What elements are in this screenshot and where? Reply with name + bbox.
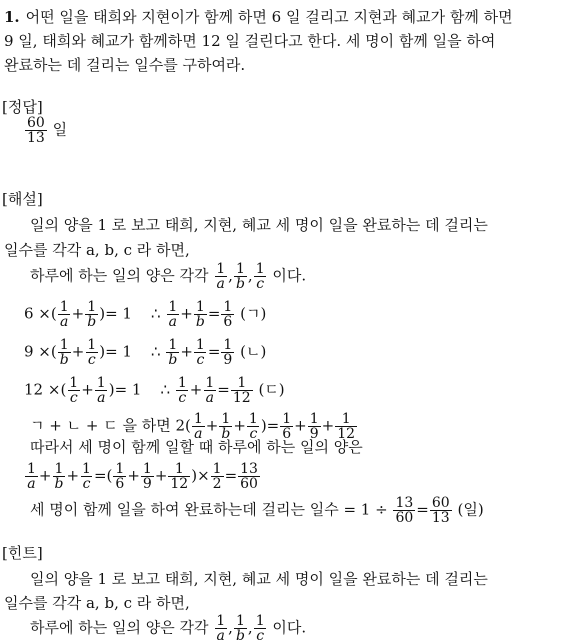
eq1-rhs: = 1	[105, 304, 132, 323]
solution-daily-amount-end: 이다.	[272, 266, 307, 285]
eq2-result-num: 1	[223, 337, 233, 353]
daily-total-equation: $\frac{1}{a}$ + $\frac{1}{b}$ + $\frac{1}{c}$ =( $\frac{1}{6}$ + $\frac{1}{9}$ + $\frac{1}{12}$ )× $\frac{1}{2}$ = $\frac{13}{60}$	[27, 461, 258, 492]
final-unit: (일)	[457, 500, 484, 519]
solution-paragraph-2: 하루에 하는 일의 양은 각각 $\frac{1}{a}$ , $\frac{1}{b}$ , $\frac{1}{c}$ 이다.	[30, 261, 307, 292]
answer-heading: [정답]	[2, 98, 43, 116]
eq3-result-den: 12	[232, 390, 251, 406]
problem-line-3: 완료하는 데 걸리는 일수를 구하여라.	[4, 56, 246, 74]
eq2-lhs: 9 ×	[24, 342, 51, 361]
problem-line-1	[4, 8, 513, 26]
equation-1: 6 ×( $\frac{1}{a}$ + $\frac{1}{b}$ )= 1 ∴ $\frac{1}{a}$ + $\frac{1}{b}$ = $\frac{1}{6}$ (ㄱ)	[24, 299, 267, 330]
answer-fraction	[25, 116, 47, 145]
problem-line-2: 9 일, 태희와 혜교가 함께하면 12 일 걸린다고 한다. 세 명이 함께 일을 하여	[4, 32, 496, 50]
answer-denominator: 13	[27, 130, 45, 146]
hint-heading: [힌트]	[2, 544, 43, 562]
hint-paragraph-2: 하루에 하는 일의 양은 각각 $\frac{1}{a}$ , $\frac{1}{b}$ , $\frac{1}{c}$ 이다.	[30, 613, 307, 644]
therefore-line: 따라서 세 명이 함께 일할 때 하루에 하는 일의 양은	[30, 438, 363, 456]
eq3-lhs: 12 ×	[24, 380, 61, 399]
solution-daily-amount-text: 하루에 하는 일의 양은 각각	[30, 266, 209, 285]
hint-paragraph-1b: 일수를 각각 a, b, c 라 하면,	[4, 594, 190, 612]
answer-numerator: 60	[27, 115, 45, 131]
eq1-result-num: 1	[223, 299, 233, 315]
hint-paragraph-1a: 일의 양을 1 로 보고 태희, 지현, 혜교 세 명이 일을 완료하는 데 걸리는	[30, 570, 488, 588]
problem-text-1: 어떤 일을 태희와 지현이가 함께 하면 6 일 걸리고 지현과 혜교가 함께 하면	[25, 8, 513, 26]
solution-paragraph-1b: 일수를 각각 a, b, c 라 하면,	[4, 241, 190, 259]
eq1-result-den: 6	[223, 314, 233, 330]
sum-lead-text: ㄱ + ㄴ + ㄷ 을 하면 2	[30, 416, 185, 435]
solution-heading: [해설]	[2, 190, 43, 208]
problem-number: 1.	[4, 8, 20, 26]
eq2-result-den: 9	[223, 352, 233, 368]
eq3-result-num: 1	[237, 375, 247, 391]
hint-daily-amount-end: 이다.	[272, 618, 307, 637]
eq2-rhs: = 1	[105, 342, 132, 361]
sum-equation: ㄱ + ㄴ + ㄷ 을 하면 2( $\frac{1}{a}$ + $\frac{1}{b}$ + $\frac{1}{c}$ )= $\frac{1}{6}$ + $\frac{1}{9}$ + $\frac{1}{12}$	[30, 411, 356, 442]
final-equation: 세 명이 함께 일을 하여 완료하는데 걸리는 일수 = 1 ÷ $\frac{13}{60}$ = $\frac{60}{13}$ (일)	[30, 495, 484, 526]
eq2-tag: (ㄴ)	[240, 342, 267, 361]
solution-paragraph-1a: 일의 양을 1 로 보고 태희, 지현, 혜교 세 명이 일을 완료하는 데 걸리는	[30, 216, 488, 234]
eq1-tag: (ㄱ)	[240, 304, 267, 323]
equation-3: 12 ×( $\frac{1}{c}$ + $\frac{1}{a}$ )= 1 ∴ $\frac{1}{c}$ + $\frac{1}{a}$ = $\frac{1}{12}$ (ㄷ)	[24, 375, 285, 406]
answer-value	[24, 116, 67, 145]
final-text: 세 명이 함께 일을 하여 완료하는데 걸리는 일수 = 1 ÷	[30, 500, 388, 519]
equation-2: 9 ×( $\frac{1}{b}$ + $\frac{1}{c}$ )= 1 ∴ $\frac{1}{b}$ + $\frac{1}{c}$ = $\frac{1}{9}$ (ㄴ)	[24, 337, 267, 368]
hint-daily-amount-text: 하루에 하는 일의 양은 각각	[30, 618, 209, 637]
eq1-lhs: 6 ×	[24, 304, 51, 323]
eq3-tag: (ㄷ)	[258, 380, 285, 399]
eq3-rhs: = 1	[114, 380, 142, 399]
answer-unit: 일	[52, 120, 68, 139]
